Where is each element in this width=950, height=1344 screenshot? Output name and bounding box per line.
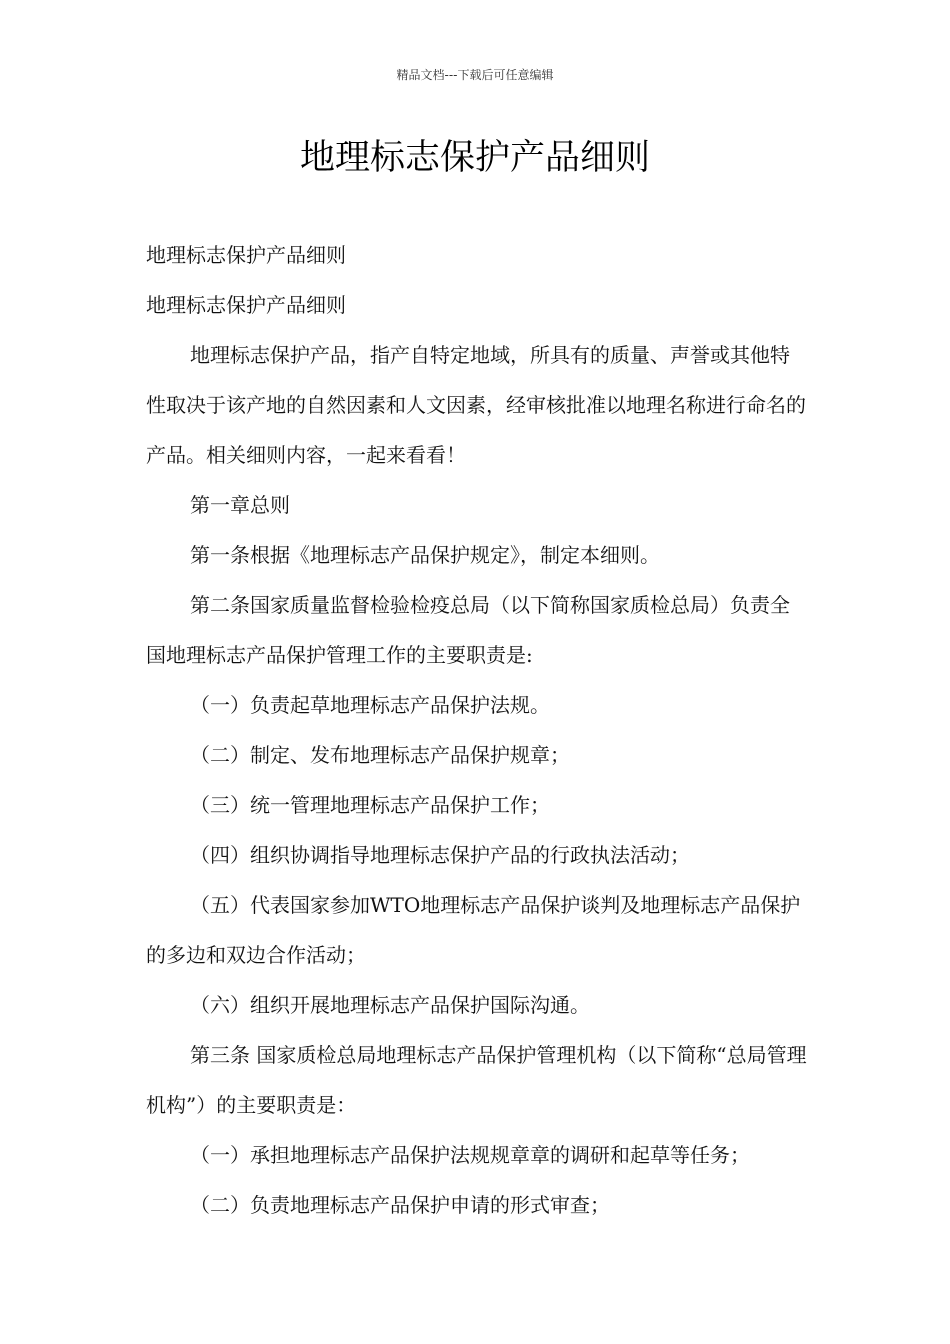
paragraph: 地理标志保护产品细则 [146, 293, 346, 317]
list-item: （五）代表国家参加WTO地理标志产品保护谈判及地理标志产品保护的多边和双边合作活动； [146, 893, 801, 967]
paragraph: 地理标志保护产品细则 [146, 243, 346, 267]
document-body [146, 230, 808, 1230]
list-item: （一）承担地理标志产品保护法规规章章的调研和起草等任务； [190, 1143, 750, 1167]
list-item: （四）组织协调指导地理标志保护产品的行政执法活动； [190, 843, 690, 867]
document-title: 地理标志保护产品细则 [299, 138, 650, 178]
list-item: （一）负责起草地理标志产品保护法规。 [190, 693, 550, 717]
list-item: （二）制定、发布地理标志产品保护规章； [190, 743, 570, 767]
article: 第二条国家质量监督检验检疫总局（以下简称国家质检总局）负责全国地理标志产品保护管理工作的主要职责是: [146, 593, 790, 667]
page-header: 精品文档---下载后可任意编辑 [396, 68, 554, 82]
list-item: （三）统一管理地理标志产品保护工作； [190, 793, 550, 817]
article: 第三条 国家质检总局地理标志产品保护管理机构（以下简称“总局管理机构”）的主要职责是： [146, 1043, 807, 1117]
chapter-heading: 第一章总则 [190, 493, 290, 517]
paragraph: 地理标志保护产品，指产自特定地域，所具有的质量、声誉或其他特性取决于该产地的自然因素和人文因素，经审核批准以地理名称进行命名的产品。相关细则内容，一起来看看！ [146, 343, 806, 467]
list-item: （二）负责地理标志产品保护申请的形式审查； [190, 1193, 610, 1217]
article: 第一条根据《地理标志产品保护规定》，制定本细则。 [190, 543, 660, 567]
list-item: （六）组织开展地理标志产品保护国际沟通。 [190, 993, 590, 1017]
